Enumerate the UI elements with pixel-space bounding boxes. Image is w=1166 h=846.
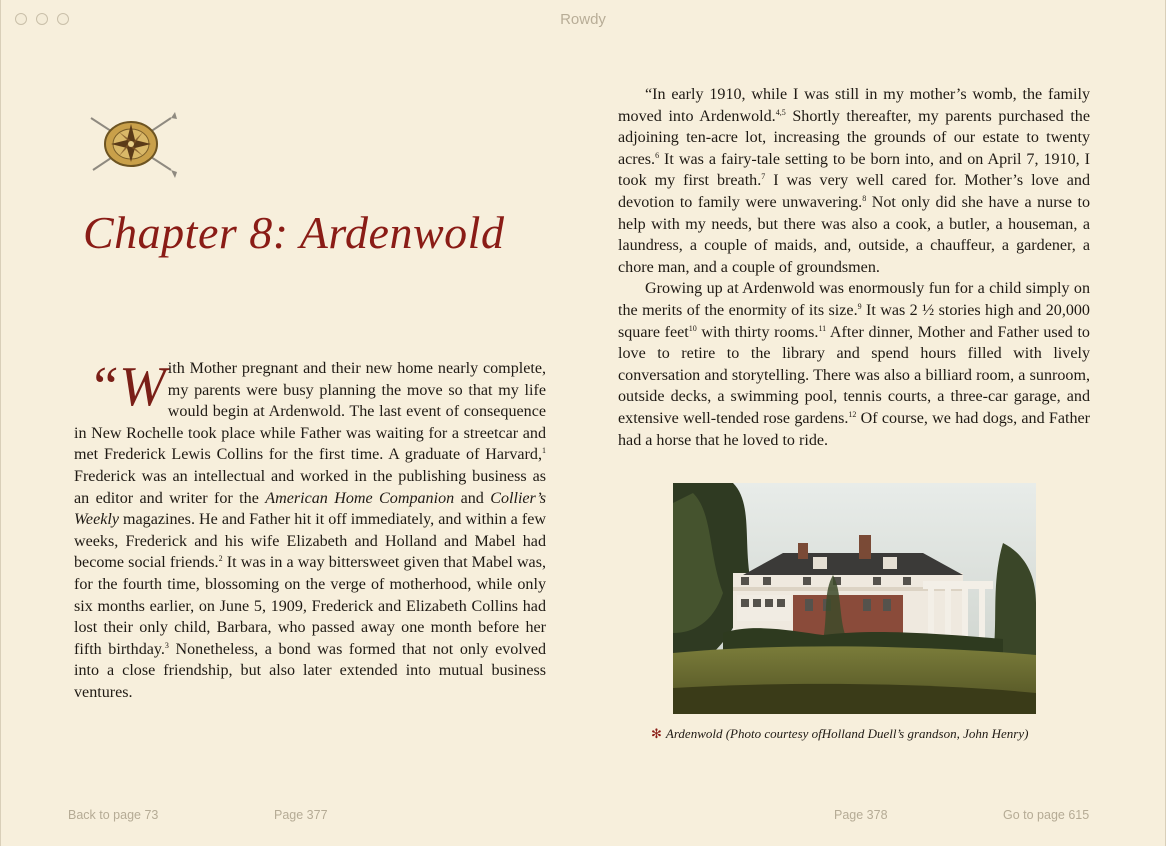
right-paragraph-1: “In early 1910, while I was still in my mother’s womb, the family moved into Ardenwold.$^{4,5}$ Shortly thereafter, my parents purchased the adjoining ten-acre lot, increasing the grounds of our estate to twenty acres.$^6$ It was a fairy-tale setting to be born into, and on April 7, 1910, I took my first breath.$^7$ I was very well cared for. Mother’s love and devotion to family were unwavering.$^8$ Not only did she have a nurse to help with my needs, but there was also a cook, a butler, a houseman, a laundress, a couple of maids, and, outside, a chauffeur, a gardener, a chore man, and a couple of groundsmen. bbox=[618, 86, 1091, 276]
back-to-page-link[interactable]: Back to page 73 bbox=[68, 808, 159, 822]
caption-text: Ardenwold (Photo courtesy ofHolland Duell’s grandson, John Henry) bbox=[665, 726, 1029, 741]
compass-rose-icon bbox=[85, 110, 191, 186]
left-page-number: Page 377 bbox=[274, 808, 328, 822]
drop-cap: “W bbox=[88, 356, 166, 418]
house-photo bbox=[673, 483, 1036, 714]
title-bar bbox=[1, 0, 1165, 40]
right-page-text bbox=[618, 84, 1090, 451]
window-title: Rowdy bbox=[560, 11, 606, 28]
right-paragraph-2: Growing up at Ardenwold was enormously fun for a child simply on the merits of the enormity of its size.$^9$ It was 2 ½ stories high and 20,000 square feet$^{10}$ with thirty rooms.$^{11}$ After dinner, Mother and Father used to love to retire to the library and spend hours filled with lively conversation and storytelling. There was also a billiard room, a sunroom, outside decks, a swimming pool, tennis courts, a three-car garage, and extensive well-tended rose gardens.$^{12}$ Of course, we had dogs, and Father had a horse that he loved to ride. bbox=[618, 280, 1090, 449]
caption-asterisk-icon: ✻ bbox=[651, 726, 662, 741]
left-paragraph bbox=[74, 358, 546, 704]
left-page-text bbox=[74, 358, 546, 704]
photo-caption bbox=[651, 726, 1028, 742]
left-paragraph-text: ith Mother pregnant and their new home nearly complete, my parents were busy planning the move so that my life would begin at Ardenwold. The last event of consequence in New Rochelle took place while Father was waiting for a streetcar and met Frederick Lewis Collins for the first time. A graduate of Harvard,$^1$ Frederick was an intellectual and worked in the publishing business as an editor and writer for the American Home Companion and Collier’s Weekly magazines. He and Father hit it off immediately, and within a few weeks, Frederick and his wife Elizabeth and Holland and Mabel had become social friends.$^2$ It was in a way bittersweet given that Mabel was, for the fourth time, blossoming on the verge of motherhood, while only six months earlier, on June 5, 1909, Frederick and Elizabeth Collins had lost their only child, Barbara, who passed away one month before her fifth birthday.$^3$ Nonetheless, a bond was formed that not only evolved into a close friendship, but also later extended into mutual business ventures. bbox=[74, 360, 547, 701]
chapter-title: Chapter 8: Ardenwold bbox=[83, 207, 505, 258]
right-page-number: Page 378 bbox=[834, 808, 888, 822]
go-to-page-link[interactable]: Go to page 615 bbox=[1003, 808, 1090, 822]
